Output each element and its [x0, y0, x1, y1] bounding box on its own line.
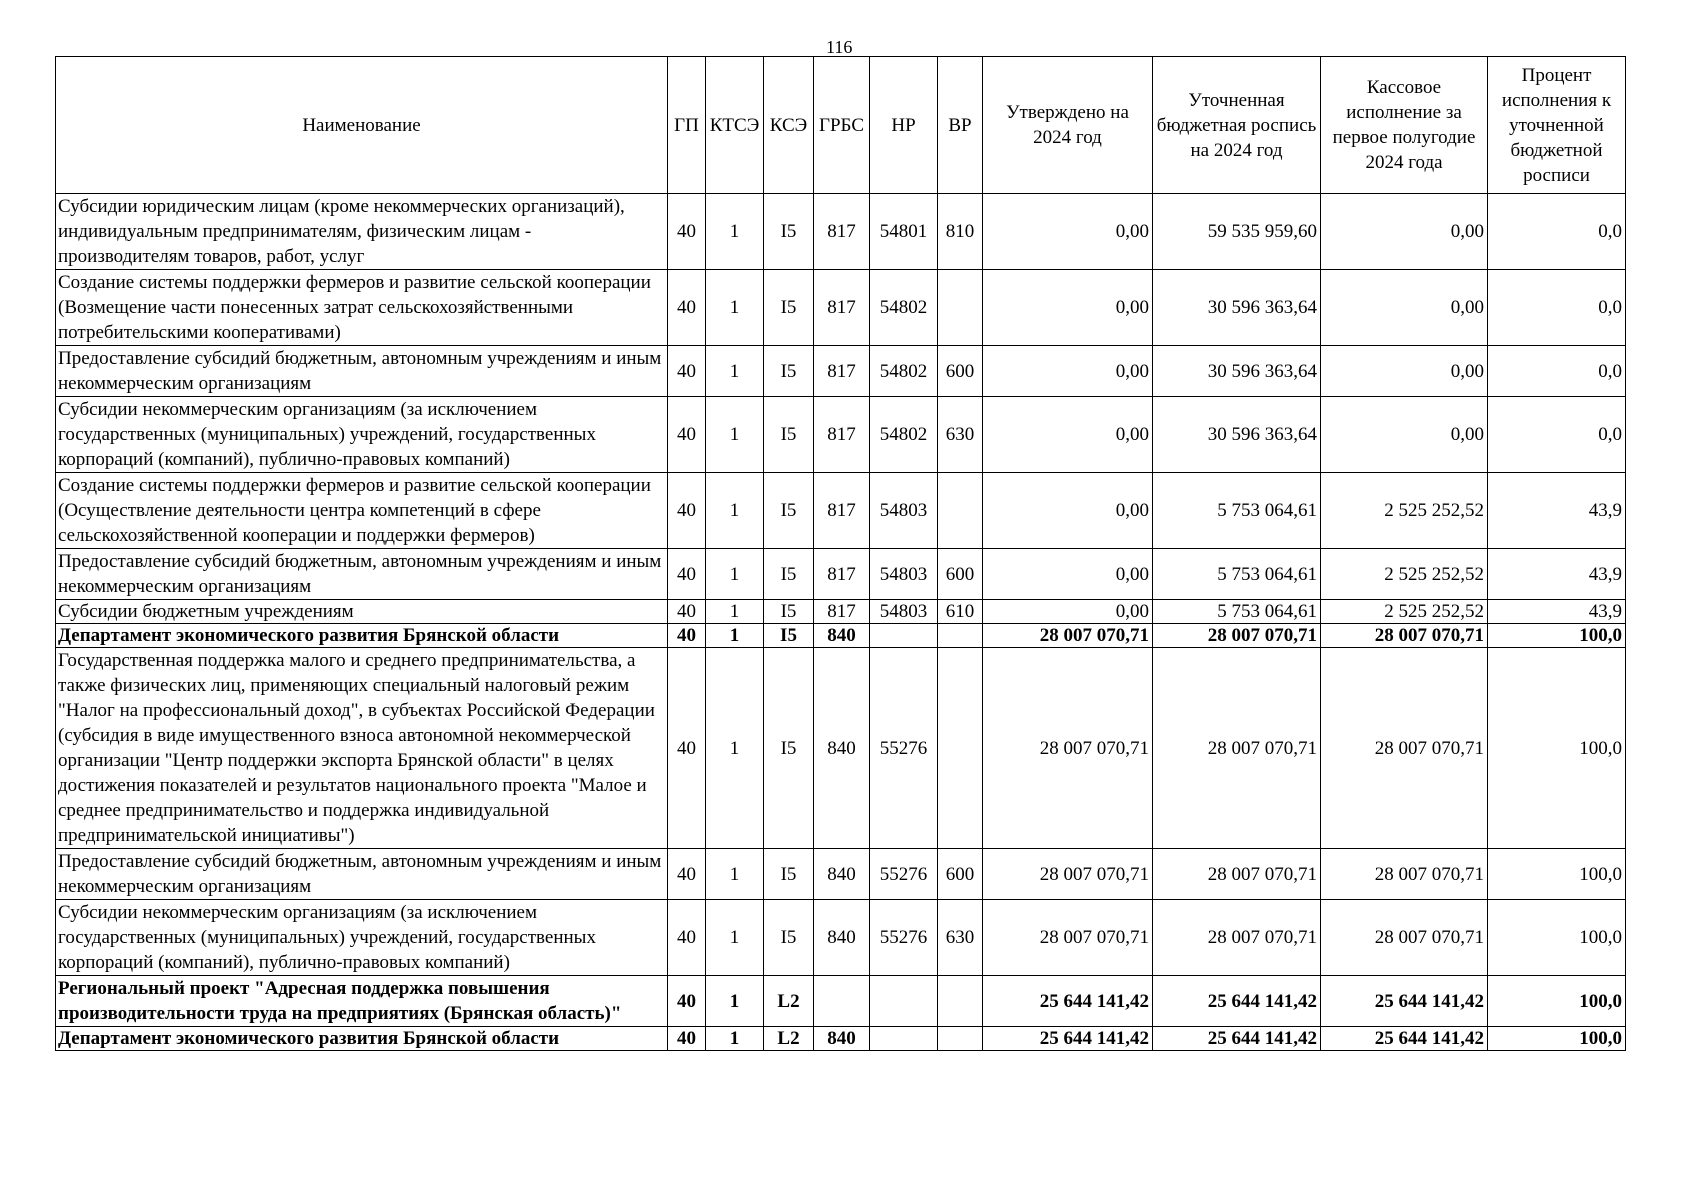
- table-row: [56, 648, 1626, 849]
- cell-approved: 25 644 141,42: [983, 976, 1153, 1027]
- cell-ktse: 1: [706, 1027, 764, 1051]
- cell-cash: 2 525 252,52: [1321, 473, 1488, 549]
- table-row: [56, 849, 1626, 900]
- cell-percent: 0,0: [1488, 346, 1626, 397]
- cell-cash: 0,00: [1321, 397, 1488, 473]
- cell-ktse: 1: [706, 600, 764, 624]
- cell-nr: 54802: [870, 270, 938, 346]
- cell-ktse: 1: [706, 473, 764, 549]
- cell-nr: 54803: [870, 473, 938, 549]
- cell-vr: 600: [938, 849, 983, 900]
- cell-vr: [938, 648, 983, 849]
- cell-ktse: 1: [706, 976, 764, 1027]
- cell-approved: 28 007 070,71: [983, 849, 1153, 900]
- cell-vr: 630: [938, 900, 983, 976]
- cell-nr: [870, 624, 938, 648]
- cell-kse: I5: [764, 473, 814, 549]
- cell-vr: 610: [938, 600, 983, 624]
- cell-percent: 0,0: [1488, 397, 1626, 473]
- cell-ktse: 1: [706, 194, 764, 270]
- cell-kse: I5: [764, 648, 814, 849]
- cell-cash: 28 007 070,71: [1321, 900, 1488, 976]
- cell-name: Создание системы поддержки фермеров и развитие сельской кооперации (Возмещение части понесенных затрат сельскохозяйственными потребительскими кооперативами): [56, 270, 668, 346]
- header-vr: ВР: [938, 57, 983, 194]
- cell-grbs: 840: [814, 1027, 870, 1051]
- cell-gp: 40: [668, 397, 706, 473]
- cell-vr: 600: [938, 549, 983, 600]
- cell-percent: 100,0: [1488, 976, 1626, 1027]
- cell-ktse: 1: [706, 624, 764, 648]
- cell-kse: L2: [764, 976, 814, 1027]
- cell-percent: 43,9: [1488, 600, 1626, 624]
- cell-kse: I5: [764, 600, 814, 624]
- cell-nr: 54803: [870, 549, 938, 600]
- cell-nr: 54801: [870, 194, 938, 270]
- cell-gp: 40: [668, 900, 706, 976]
- cell-refined: 25 644 141,42: [1153, 1027, 1321, 1051]
- header-approved: Утверждено на 2024 год: [983, 57, 1153, 194]
- cell-gp: 40: [668, 346, 706, 397]
- header-kse: КСЭ: [764, 57, 814, 194]
- cell-ktse: 1: [706, 270, 764, 346]
- cell-name: Департамент экономического развития Брянской области: [56, 1027, 668, 1051]
- cell-gp: 40: [668, 624, 706, 648]
- cell-approved: 0,00: [983, 397, 1153, 473]
- header-gp: ГП: [668, 57, 706, 194]
- cell-percent: 43,9: [1488, 473, 1626, 549]
- cell-grbs: 840: [814, 624, 870, 648]
- cell-name: Департамент экономического развития Брянской области: [56, 624, 668, 648]
- cell-vr: [938, 473, 983, 549]
- cell-refined: 5 753 064,61: [1153, 549, 1321, 600]
- cell-name: Субсидии некоммерческим организациям (за исключением государственных (муниципальных) учреждений, государственных корпораций (компаний), публично-правовых компаний): [56, 397, 668, 473]
- cell-vr: [938, 976, 983, 1027]
- cell-name: Субсидии бюджетным учреждениям: [56, 600, 668, 624]
- cell-gp: 40: [668, 194, 706, 270]
- header-name: Наименование: [56, 57, 668, 194]
- cell-cash: 0,00: [1321, 270, 1488, 346]
- cell-kse: I5: [764, 270, 814, 346]
- cell-nr: 54802: [870, 346, 938, 397]
- table-row: [56, 600, 1626, 624]
- cell-percent: 100,0: [1488, 648, 1626, 849]
- table-row: [56, 270, 1626, 346]
- cell-gp: 40: [668, 270, 706, 346]
- cell-approved: 0,00: [983, 270, 1153, 346]
- cell-cash: 25 644 141,42: [1321, 976, 1488, 1027]
- cell-cash: 0,00: [1321, 346, 1488, 397]
- cell-nr: 54802: [870, 397, 938, 473]
- table-row: [56, 1027, 1626, 1051]
- cell-percent: 0,0: [1488, 270, 1626, 346]
- cell-grbs: 817: [814, 600, 870, 624]
- cell-kse: L2: [764, 1027, 814, 1051]
- cell-grbs: 817: [814, 397, 870, 473]
- table-row: [56, 473, 1626, 549]
- cell-kse: I5: [764, 849, 814, 900]
- cell-refined: 5 753 064,61: [1153, 473, 1321, 549]
- table-row: [56, 976, 1626, 1027]
- table-row: [56, 900, 1626, 976]
- cell-percent: 43,9: [1488, 549, 1626, 600]
- cell-name: Предоставление субсидий бюджетным, автономным учреждениям и иным некоммерческим организациям: [56, 849, 668, 900]
- cell-kse: I5: [764, 194, 814, 270]
- cell-ktse: 1: [706, 900, 764, 976]
- cell-name: Региональный проект "Адресная поддержка повышения производительности труда на предприятиях (Брянская область)": [56, 976, 668, 1027]
- cell-refined: 28 007 070,71: [1153, 900, 1321, 976]
- cell-grbs: 817: [814, 270, 870, 346]
- cell-percent: 100,0: [1488, 849, 1626, 900]
- header-refined: Уточненная бюджетная роспись на 2024 год: [1153, 57, 1321, 194]
- cell-gp: 40: [668, 1027, 706, 1051]
- header-ktse: КТСЭ: [706, 57, 764, 194]
- cell-grbs: 817: [814, 194, 870, 270]
- cell-grbs: 840: [814, 849, 870, 900]
- cell-nr: [870, 1027, 938, 1051]
- cell-cash: 25 644 141,42: [1321, 1027, 1488, 1051]
- cell-grbs: 817: [814, 549, 870, 600]
- cell-nr: 55276: [870, 849, 938, 900]
- cell-ktse: 1: [706, 648, 764, 849]
- table-header-row: [56, 57, 1626, 194]
- cell-gp: 40: [668, 849, 706, 900]
- cell-refined: 25 644 141,42: [1153, 976, 1321, 1027]
- cell-refined: 28 007 070,71: [1153, 849, 1321, 900]
- cell-refined: 30 596 363,64: [1153, 346, 1321, 397]
- cell-nr: 54803: [870, 600, 938, 624]
- cell-percent: 100,0: [1488, 900, 1626, 976]
- cell-kse: I5: [764, 346, 814, 397]
- table-row: [56, 549, 1626, 600]
- cell-grbs: 840: [814, 648, 870, 849]
- cell-percent: 0,0: [1488, 194, 1626, 270]
- page-number: 116: [826, 37, 853, 57]
- cell-cash: 0,00: [1321, 194, 1488, 270]
- header-nr: НР: [870, 57, 938, 194]
- cell-percent: 100,0: [1488, 624, 1626, 648]
- cell-ktse: 1: [706, 849, 764, 900]
- cell-vr: [938, 624, 983, 648]
- cell-refined: 30 596 363,64: [1153, 397, 1321, 473]
- cell-cash: 28 007 070,71: [1321, 849, 1488, 900]
- cell-percent: 100,0: [1488, 1027, 1626, 1051]
- cell-ktse: 1: [706, 549, 764, 600]
- budget-table: [55, 56, 1626, 1051]
- cell-gp: 40: [668, 600, 706, 624]
- cell-refined: 28 007 070,71: [1153, 648, 1321, 849]
- cell-refined: 28 007 070,71: [1153, 624, 1321, 648]
- cell-approved: 0,00: [983, 194, 1153, 270]
- header-cash: Кассовое исполнение за первое полугодие 2024 года: [1321, 57, 1488, 194]
- cell-refined: 59 535 959,60: [1153, 194, 1321, 270]
- cell-vr: [938, 270, 983, 346]
- cell-approved: 0,00: [983, 549, 1153, 600]
- cell-kse: I5: [764, 900, 814, 976]
- cell-cash: 28 007 070,71: [1321, 648, 1488, 849]
- cell-vr: 630: [938, 397, 983, 473]
- cell-nr: 55276: [870, 900, 938, 976]
- cell-vr: 600: [938, 346, 983, 397]
- cell-kse: I5: [764, 549, 814, 600]
- table-row: [56, 194, 1626, 270]
- cell-grbs: 817: [814, 346, 870, 397]
- cell-cash: 2 525 252,52: [1321, 549, 1488, 600]
- cell-ktse: 1: [706, 346, 764, 397]
- cell-name: Субсидии юридическим лицам (кроме некоммерческих организаций), индивидуальным предпринимателям, физическим лицам - производителям товаров, работ, услуг: [56, 194, 668, 270]
- cell-approved: 28 007 070,71: [983, 624, 1153, 648]
- table-body: [56, 194, 1626, 1051]
- cell-grbs: 840: [814, 900, 870, 976]
- cell-approved: 0,00: [983, 473, 1153, 549]
- cell-grbs: [814, 976, 870, 1027]
- cell-gp: 40: [668, 648, 706, 849]
- cell-ktse: 1: [706, 397, 764, 473]
- cell-name: Государственная поддержка малого и среднего предпринимательства, а также физических лиц, применяющих специальный налоговый режим "Налог на профессиональный доход", в субъектах Российской Федерации (субсидия в виде имущественного взноса автономной некоммерческой организации "Центр поддержки экспорта Брянской области" в целях достижения показателей и результатов национального проекта "Малое и среднее предпринимательство и поддержка индивидуальной предпринимательской инициативы"): [56, 648, 668, 849]
- cell-name: Предоставление субсидий бюджетным, автономным учреждениям и иным некоммерческим организациям: [56, 346, 668, 397]
- cell-nr: 55276: [870, 648, 938, 849]
- cell-vr: [938, 1027, 983, 1051]
- cell-grbs: 817: [814, 473, 870, 549]
- cell-gp: 40: [668, 976, 706, 1027]
- cell-name: Предоставление субсидий бюджетным, автономным учреждениям и иным некоммерческим организациям: [56, 549, 668, 600]
- cell-refined: 30 596 363,64: [1153, 270, 1321, 346]
- cell-cash: 28 007 070,71: [1321, 624, 1488, 648]
- header-percent: Процент исполнения к уточненной бюджетной росписи: [1488, 57, 1626, 194]
- cell-kse: I5: [764, 624, 814, 648]
- cell-cash: 2 525 252,52: [1321, 600, 1488, 624]
- cell-nr: [870, 976, 938, 1027]
- cell-name: Субсидии некоммерческим организациям (за исключением государственных (муниципальных) учреждений, государственных корпораций (компаний), публично-правовых компаний): [56, 900, 668, 976]
- cell-gp: 40: [668, 473, 706, 549]
- cell-approved: 28 007 070,71: [983, 900, 1153, 976]
- cell-kse: I5: [764, 397, 814, 473]
- cell-gp: 40: [668, 549, 706, 600]
- cell-approved: 28 007 070,71: [983, 648, 1153, 849]
- cell-name: Создание системы поддержки фермеров и развитие сельской кооперации (Осуществление деятельности центра компетенций в сфере сельскохозяйственной кооперации и поддержки фермеров): [56, 473, 668, 549]
- cell-approved: 0,00: [983, 600, 1153, 624]
- cell-vr: 810: [938, 194, 983, 270]
- table-row: [56, 624, 1626, 648]
- header-grbs: ГРБС: [814, 57, 870, 194]
- table-row: [56, 346, 1626, 397]
- table-row: [56, 397, 1626, 473]
- cell-refined: 5 753 064,61: [1153, 600, 1321, 624]
- cell-approved: 25 644 141,42: [983, 1027, 1153, 1051]
- cell-approved: 0,00: [983, 346, 1153, 397]
